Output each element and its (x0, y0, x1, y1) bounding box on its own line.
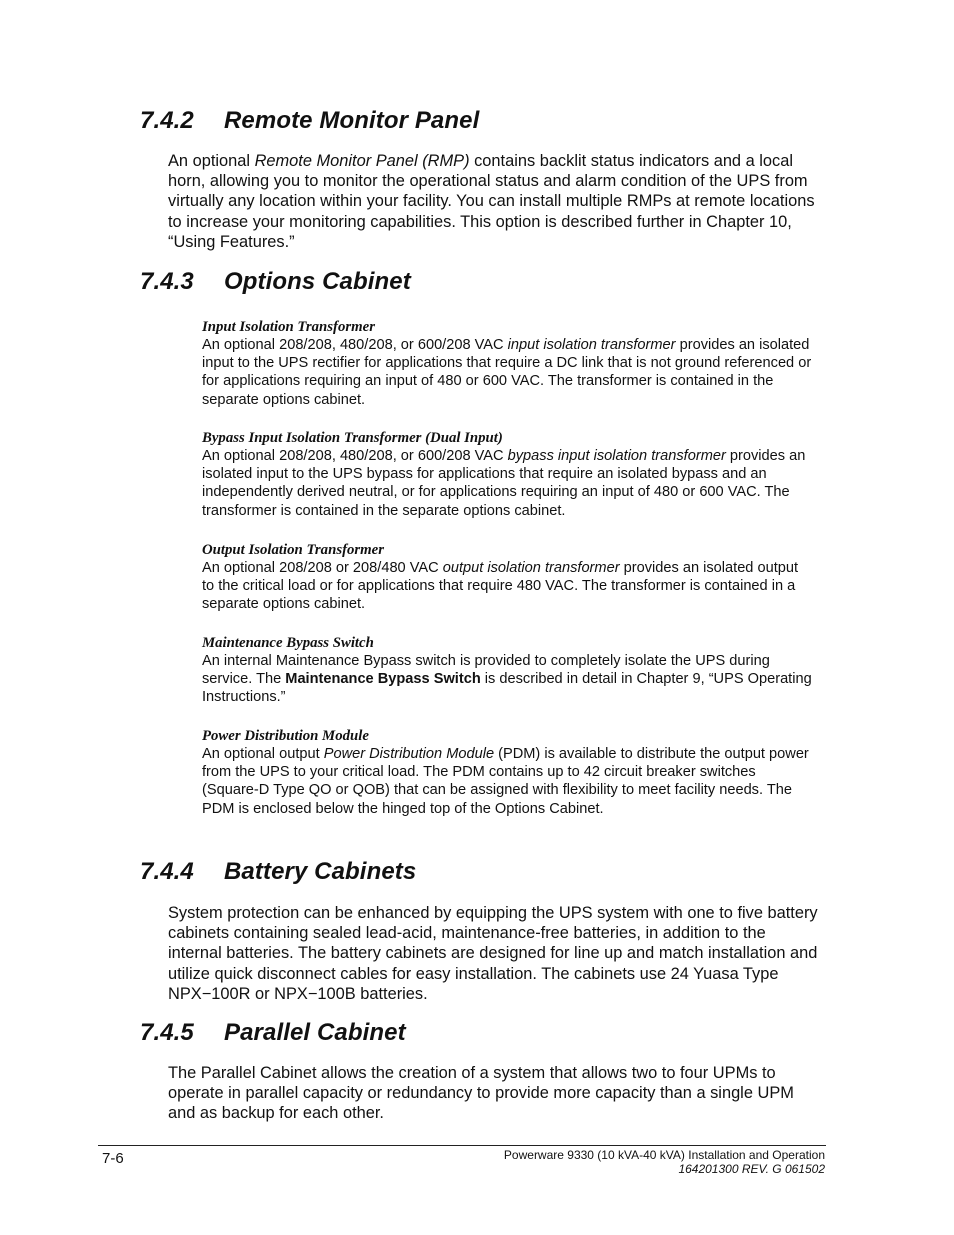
section-title-parallel-cabinet (140, 1019, 406, 1047)
option-text: (PDM) is available to distribute the output power from the UPS to your critical load. The PDM contains up to 42 circuit breaker switches (Square-D Type QO or QOB) that can be assigned with flexibility to meet facility needs. The PDM is enclosed below the hinged top of the Options Cabinet. (202, 746, 809, 817)
option-description (202, 336, 812, 409)
section-number: 7.4.5 (140, 1019, 194, 1046)
page-number: 7-6 (102, 1150, 124, 1167)
option-text: An optional 208/208, 480/208, or 600/208 VAC (202, 337, 508, 353)
option-emphasis: Power Distribution Module (323, 746, 495, 762)
option-text: is described in detail in Chapter 9, “UPS Operating Instructions.” (202, 671, 812, 706)
option-emphasis: bypass input isolation transformer (507, 448, 726, 464)
option-input-isolation-transformer (202, 318, 812, 409)
section-title-remote-monitor-panel (140, 107, 479, 135)
section-title-text: Remote Monitor Panel (224, 107, 480, 134)
option-text: provides an isolated output to the critical load or for applications that require 480 VAC. The transformer is contained in a separate options cabinet. (202, 560, 799, 613)
footer-doc-info (504, 1148, 825, 1176)
option-heading: Output Isolation Transformer (202, 542, 384, 558)
section-number: 7.4.4 (140, 858, 194, 885)
option-heading: Maintenance Bypass Switch (202, 635, 374, 651)
section-title-options-cabinet (140, 268, 411, 296)
option-description (202, 447, 812, 520)
para-emphasis: Remote Monitor Panel (RMP) (254, 152, 470, 170)
option-text: An internal Maintenance Bypass switch is provided to completely isolate the UPS during service. The (202, 653, 770, 688)
section-title-battery-cabinets (140, 858, 416, 886)
section-title-text: Parallel Cabinet (224, 1019, 406, 1046)
option-text: An optional 208/208 or 208/480 VAC (202, 560, 443, 576)
option-heading: Bypass Input Isolation Transformer (Dual Input) (202, 430, 503, 446)
option-emphasis: output isolation transformer (442, 560, 620, 576)
option-output-isolation-transformer (202, 541, 812, 614)
option-heading: Input Isolation Transformer (202, 319, 375, 335)
battery-cabinets-paragraph: System protection can be enhanced by equipping the UPS system with one to five battery cabinets containing sealed lead-acid, maintenance-free batteries, in addition to the internal batteries. The battery cabinets are designed for line up and match installation and utilize quick disconnect cables for easy installation. The cabinets use 24 Yuasa Type NPX−100R or NPX−100B batteries. (168, 904, 818, 1003)
footer-doc-title: Powerware 9330 (10 kVA-40 kVA) Installation and Operation (503, 1148, 825, 1162)
para-text: An optional (168, 152, 255, 170)
option-maintenance-bypass-switch (202, 634, 812, 707)
option-description (202, 559, 812, 614)
para-text: contains backlit status indicators and a local horn, allowing you to monitor the operational status and alarm condition of the UPS from virtually any location within your facility. You can install multiple RMPs at remote locations to increase your monitoring capabilities. This option is described further in Chapter 10, “Using Features.” (168, 152, 815, 251)
parallel-cabinet-paragraph: The Parallel Cabinet allows the creation of a system that allows two to four UPMs to operate in parallel capacity or redundancy to provide more capacity than a single UPM and as backup for each other. (168, 1064, 794, 1123)
section-number: 7.4.2 (140, 107, 194, 134)
section-number: 7.4.3 (140, 268, 194, 295)
option-text: An optional 208/208, 480/208, or 600/208 VAC (202, 448, 508, 464)
option-text: provides an isolated input to the UPS rectifier for applications that require a DC link that is not ground referenced or for applications requiring an input of 480 or 600 VAC. The transformer is contained in the separate options cabinet. (202, 337, 812, 408)
section-title-text: Battery Cabinets (224, 858, 417, 885)
option-bypass-input-isolation-transformer (202, 429, 812, 520)
option-heading: Power Distribution Module (202, 728, 369, 744)
option-strong: Maintenance Bypass Switch (285, 671, 481, 688)
section-title-text: Options Cabinet (224, 268, 411, 295)
remote-monitor-panel-paragraph (168, 151, 818, 252)
option-text: An optional output (202, 746, 324, 762)
option-description (202, 745, 812, 818)
option-power-distribution-module (202, 727, 812, 818)
option-emphasis: input isolation transformer (507, 337, 676, 353)
footer-doc-revision: 164201300 REV. G 061502 (678, 1162, 825, 1176)
footer-divider (98, 1145, 826, 1146)
option-text: provides an isolated input to the UPS bypass for applications that require an isolated bypass and an independently derived neutral, or for applications requiring an input of 480 or 600 VAC. The transformer is contained in the separate options cabinet. (202, 448, 806, 519)
option-description (202, 652, 812, 707)
